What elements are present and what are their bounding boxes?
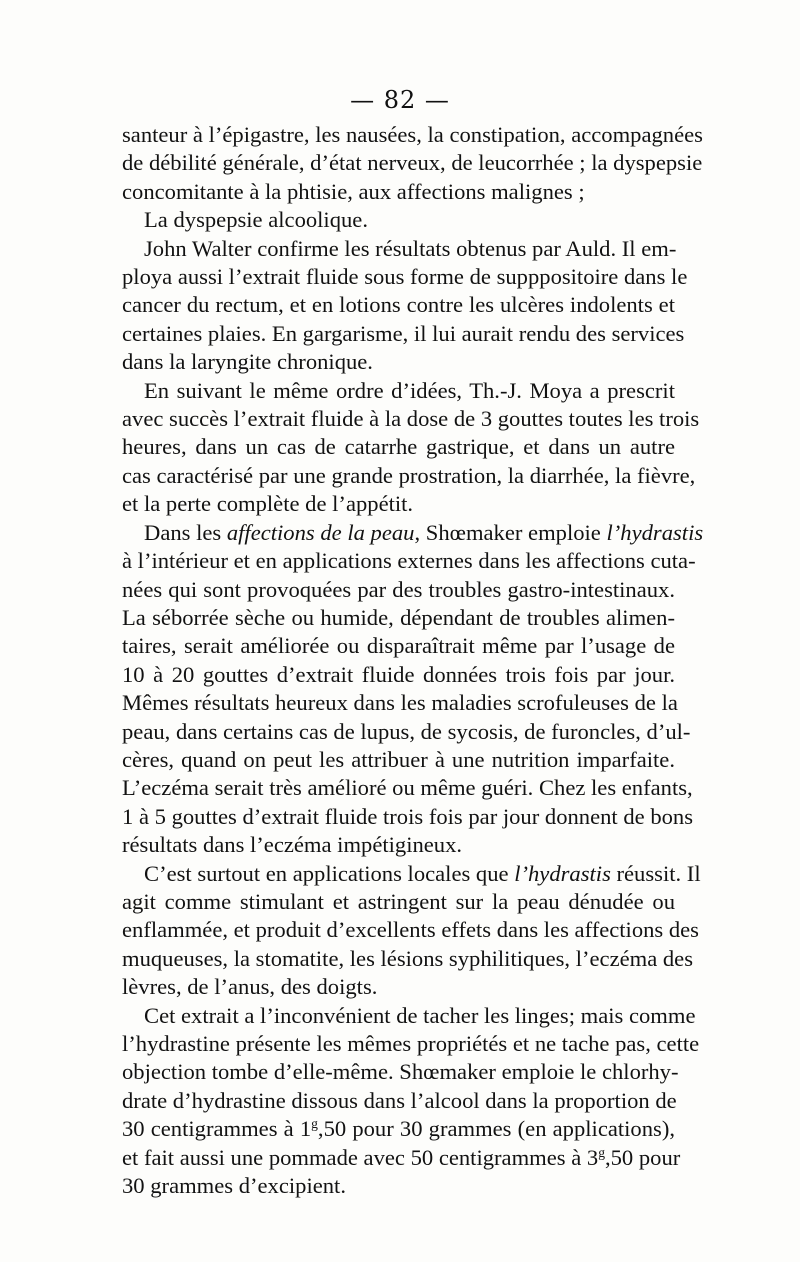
text-line: ploya aussi l’extrait fluide sous forme de supppositoire dans le [122, 264, 688, 290]
text-line: Dans les affections de la peau, Shœmaker emploie l’hydrastis [144, 519, 704, 545]
text-line: concomitante à la phtisie, aux affections malignes ; [122, 178, 585, 204]
text-line: et la perte complète de l’appétit. [122, 491, 414, 517]
text-line: Mêmes résultats heureux dans les maladies scrofuleuses de la [122, 690, 678, 716]
text-line: peau, dans certains cas de lupus, de sycosis, de furoncles, d’ul- [122, 718, 691, 744]
text-line: résultats dans l’eczéma impétigineux. [122, 832, 463, 858]
text-line: et fait aussi une pommade avec 50 centigrammes à 3$^g$,50 pour [122, 1144, 681, 1170]
text-line: de débilité générale, d’état nerveux, de leucorrhée ; la dyspepsie [122, 150, 703, 176]
text-line: 1 à 5 gouttes d’extrait fluide trois fois par jour donnent de bons [122, 803, 693, 829]
text-line: C’est surtout en applications locales que l’hydrastis réussit. Il [144, 860, 701, 886]
text-line: La séborrée sèche ou humide, dépendant de troubles alimen- [122, 604, 675, 630]
text-line: avec succès l’extrait fluide à la dose de 3 gouttes toutes les trois [122, 406, 700, 432]
text-line: muqueuses, la stomatite, les lésions syphilitiques, l’eczéma des [122, 945, 693, 971]
text-line: La dyspepsie alcoolique. [144, 207, 368, 233]
text-line: certaines plaies. En gargarisme, il lui aurait rendu des services [122, 320, 685, 346]
text-line: objection tombe d’elle-même. Shœmaker emploie le chlorhy- [122, 1059, 679, 1085]
text-line: 30 centigrammes à 1$^g$,50 pour 30 grammes (en applications), [122, 1116, 675, 1142]
text-line: nées qui sont provoquées par des troubles gastro-intestinaux. [122, 576, 675, 602]
text-line: dans la laryngite chronique. [122, 349, 373, 375]
text-line: 10 à 20 gouttes d’extrait fluide données trois fois par jour. [122, 661, 675, 687]
page-number: — 82 — [350, 86, 450, 114]
text-line: agit comme stimulant et astringent sur la peau dénudée ou [122, 888, 675, 914]
text-line: En suivant le même ordre d’idées, Th.-J. Moya a prescrit [144, 377, 675, 403]
text-line: enflammée, et produit d’excellents effets dans les affections des [122, 917, 699, 943]
text-line: 30 grammes d’excipient. [122, 1173, 346, 1199]
text-line: taires, serait améliorée ou disparaîtrait même par l’usage de [122, 633, 675, 659]
text-line: John Walter confirme les résultats obtenus par Auld. Il em- [144, 235, 677, 261]
text-line: cères, quand on peut les attribuer à une nutrition imparfaite. [122, 746, 675, 772]
text-line: cancer du rectum, et en lotions contre les ulcères indolents et [122, 292, 675, 318]
text-line: lèvres, de l’anus, des doigts. [122, 974, 378, 1000]
text-line: santeur à l’épigastre, les nausées, la constipation, accompagnées [122, 122, 703, 147]
text-line: L’eczéma serait très amélioré ou même guéri. Chez les enfants, [122, 775, 693, 801]
text-line: drate d’hydrastine dissous dans l’alcool dans la proportion de [122, 1087, 677, 1113]
body-text [122, 121, 704, 1200]
text-line: à l’intérieur et en applications externes dans les affections cuta- [122, 548, 696, 574]
text-line: Cet extrait a l’inconvénient de tacher les linges; mais comme [144, 1002, 696, 1028]
text-line: heures, dans un cas de catarrhe gastrique, et dans un autre [122, 434, 675, 460]
text-line: l’hydrastine présente les mêmes propriétés et ne tache pas, cette [122, 1031, 700, 1056]
text-line: cas caractérisé par une grande prostration, la diarrhée, la fièvre, [122, 462, 696, 488]
